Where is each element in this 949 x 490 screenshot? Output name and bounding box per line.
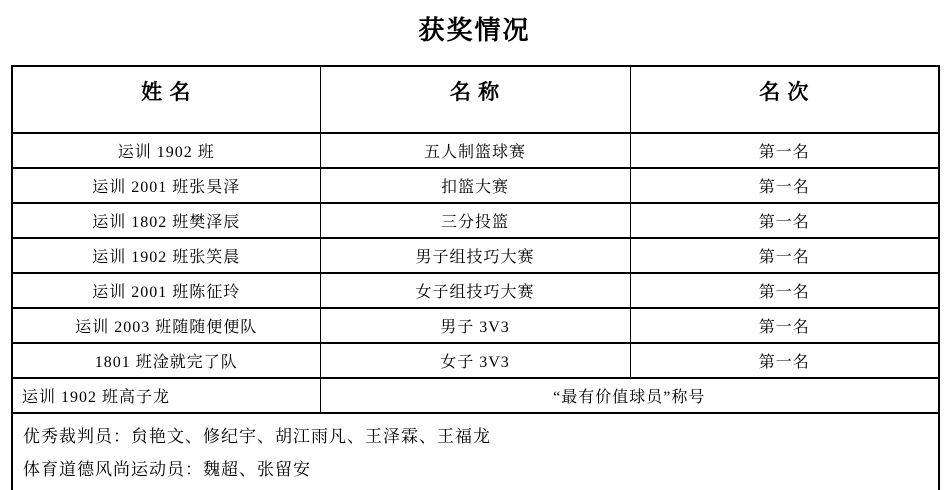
table-row [12,238,939,273]
rank-cell: 第一名 [630,308,939,343]
rank-cell: 第一名 [630,168,939,203]
name-cell: 运训 1902 班张笑晨 [12,238,320,273]
table-row [12,343,939,378]
table-row [12,133,939,168]
mvp-row [12,378,939,413]
table-row [12,308,939,343]
name-cell: 运训 2003 班随随便便队 [12,308,320,343]
event-cell: 女子 3V3 [320,343,630,378]
header-event: 名 称 [320,66,630,133]
page-title: 获奖情况 [418,16,531,45]
event-cell: 三分投篮 [320,203,630,238]
name-cell: 运训 1802 班樊泽辰 [12,203,320,238]
event-cell: 扣篮大赛 [320,168,630,203]
name-cell: 运训 2001 班张昊泽 [12,168,320,203]
footer-row [12,413,939,490]
rank-cell: 第一名 [630,133,939,168]
header-name: 姓 名 [12,66,320,133]
header-row [12,66,939,133]
name-cell: 运训 1902 班 [12,133,320,168]
mvp-award-cell: “最有价值球员”称号 [320,378,939,413]
table-row [12,168,939,203]
rank-cell: 第一名 [630,238,939,273]
rank-cell: 第一名 [630,343,939,378]
table-row [12,203,939,238]
name-cell: 运训 2001 班陈征玲 [12,273,320,308]
sportsmanship-line: 体育道德风尚运动员：魏超、张留安 [23,460,311,479]
header-rank: 名 次 [630,66,939,133]
event-cell: 男子 3V3 [320,308,630,343]
award-table [11,65,940,490]
event-cell: 五人制篮球赛 [320,133,630,168]
rank-cell: 第一名 [630,273,939,308]
name-cell: 1801 班淦就完了队 [12,343,320,378]
footer-cell [12,413,939,490]
referees-line: 优秀裁判员：贠艳文、修纪宇、胡江雨凡、王泽霖、王福龙 [23,427,491,446]
event-cell: 男子组技巧大赛 [320,238,630,273]
table-row [12,273,939,308]
rank-cell: 第一名 [630,203,939,238]
event-cell: 女子组技巧大赛 [320,273,630,308]
mvp-name-cell: 运训 1902 班高子龙 [12,378,320,413]
